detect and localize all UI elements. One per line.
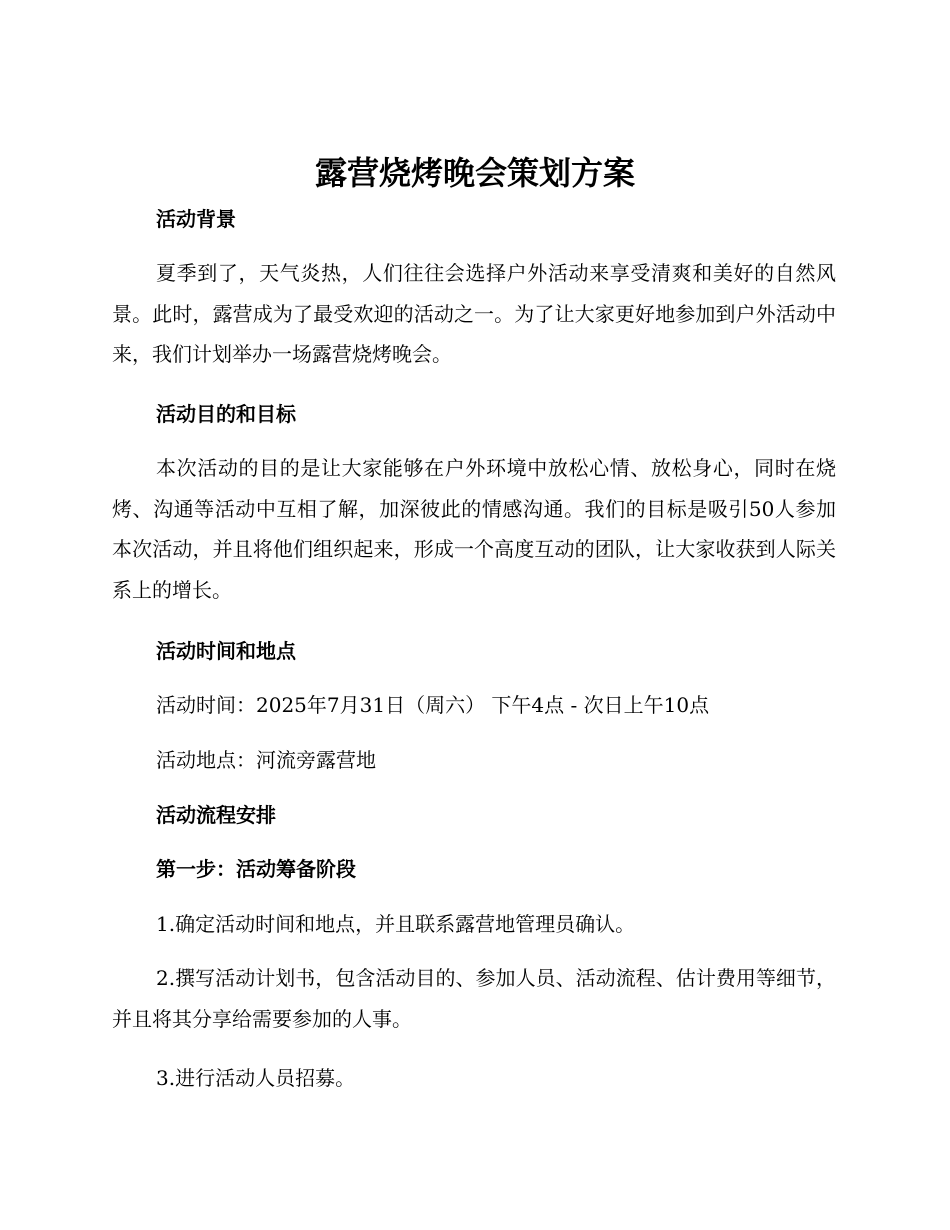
list-item: 1.确定活动时间和地点，并且联系露营地管理员确认。 [156,912,636,936]
paragraph-background: 夏季到了，天气炎热，人们往往会选择户外活动来享受清爽和美好的自然风景。此时，露营成为了最受欢迎的活动之一。为了让大家更好地参加到户外活动中来，我们计划举办一场露营烧烤晚会。 [112,261,836,366]
paragraph-goals: 本次活动的目的是让大家能够在户外环境中放松心情、放松身心，同时在烧烤、沟通等活动中互相了解，加深彼此的情感沟通。我们的目标是吸引50人参加本次活动，并且将他们组织起来，形成一个高度互动的团队，让大家收获到人际关系上的增长。 [112,456,836,602]
section-heading-goals: 活动目的和目标 [156,402,296,426]
document-title: 露营烧烤晚会策划方案 [314,154,635,192]
event-time-line: 活动时间：2025年7月31日（周六） 下午4点 - 次日上午10点 [156,693,710,717]
step-heading-preparation: 第一步：活动筹备阶段 [156,857,356,881]
list-item: 2.撰写活动计划书，包含活动目的、参加人员、活动流程、估计费用等细节，并且将其分享给需要参加的人事。 [112,966,836,1031]
event-place-line: 活动地点：河流旁露营地 [156,748,376,772]
section-heading-background: 活动背景 [156,207,236,231]
section-heading-flow: 活动流程安排 [156,803,276,827]
list-item: 3.进行活动人员招募。 [156,1066,356,1090]
section-heading-time-place: 活动时间和地点 [156,639,296,663]
